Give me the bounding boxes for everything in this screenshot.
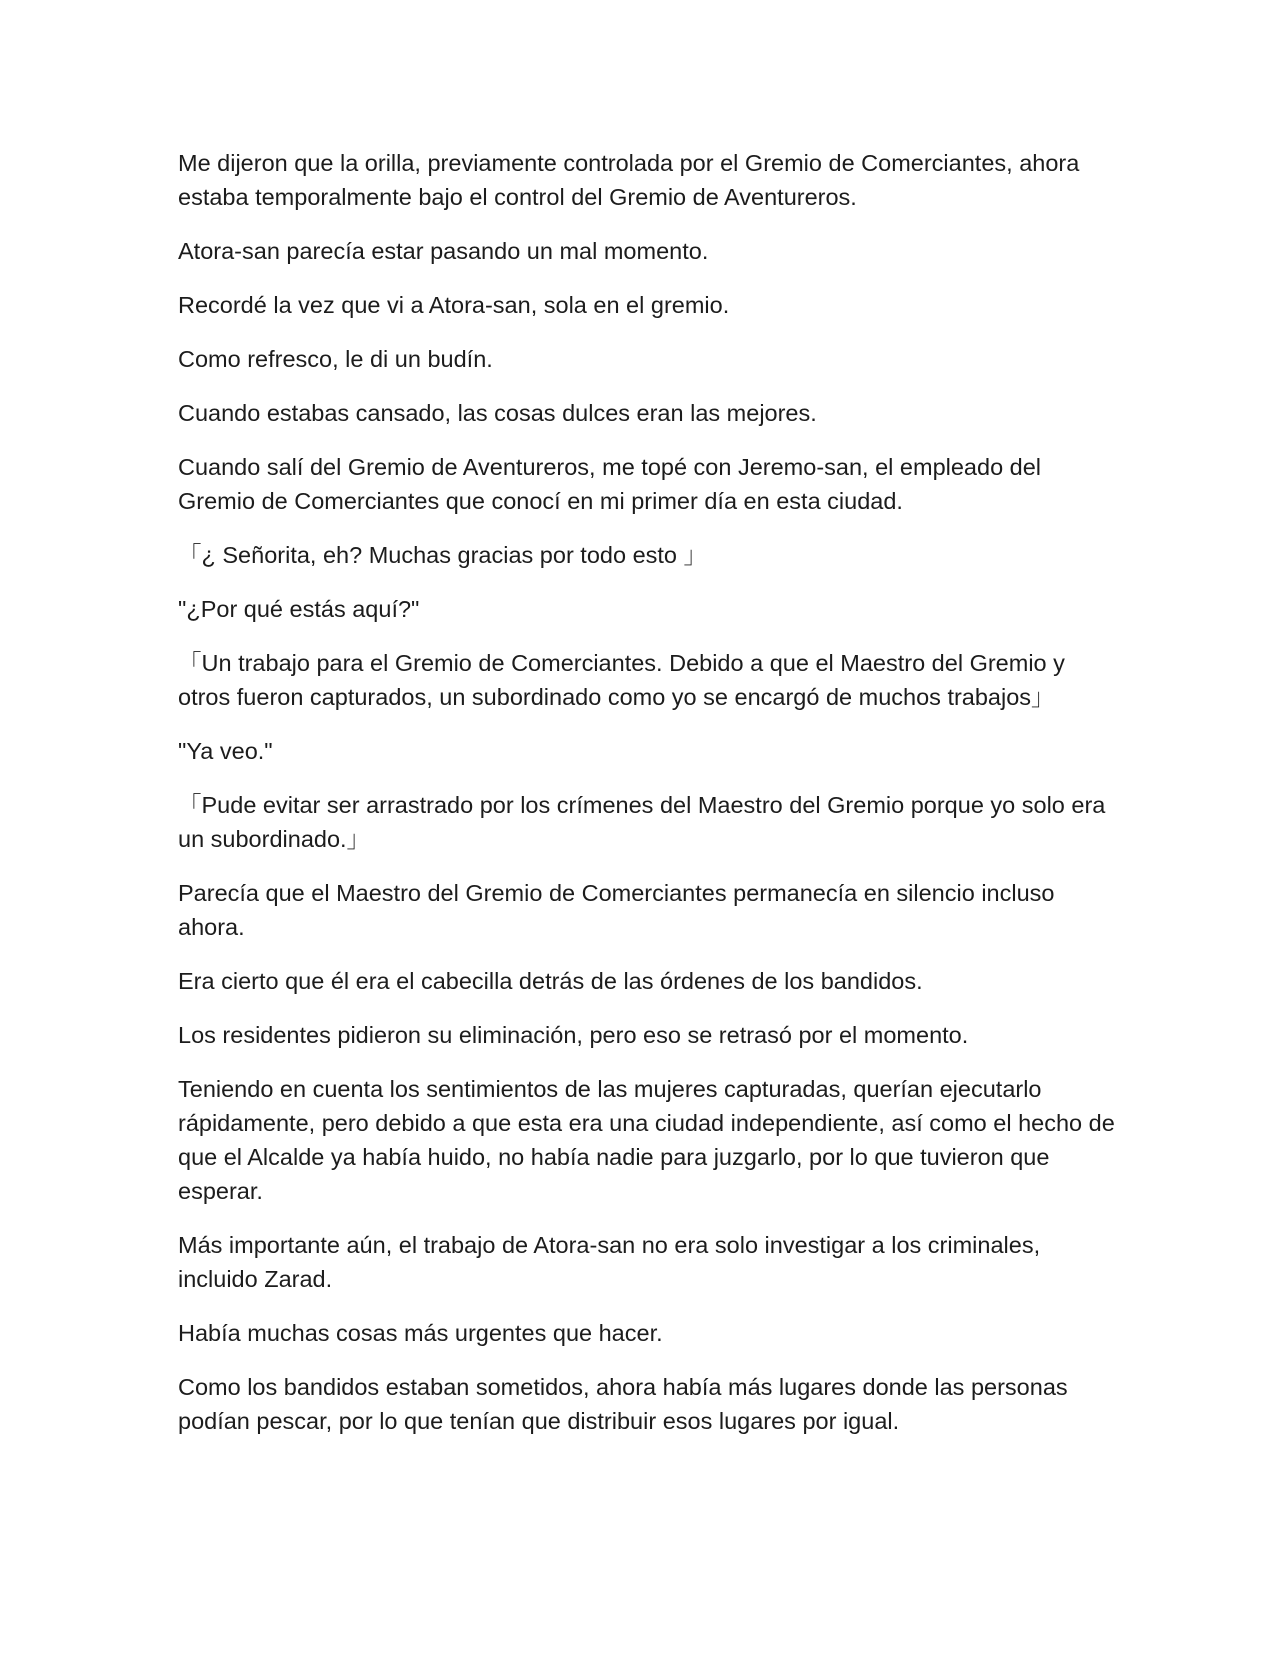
paragraph: Recordé la vez que vi a Atora-san, sola en el gremio. — [178, 292, 730, 318]
dialogue-line: 「Un trabajo para el Gremio de Comerciantes. Debido a que el Maestro del Gremio y otros fueron capturados, un subordinado como yo se encargó de muchos trabajos」 — [178, 650, 1065, 710]
dialogue-line: "¿Por qué estás aquí?" — [178, 596, 420, 622]
paragraph: Más importante aún, el trabajo de Atora-san no era solo investigar a los criminales, incluido Zarad. — [178, 1232, 1041, 1292]
paragraph: Era cierto que él era el cabecilla detrás de las órdenes de los bandidos. — [178, 968, 923, 994]
paragraph: Como refresco, le di un budín. — [178, 346, 493, 372]
dialogue-line: "Ya veo." — [178, 738, 273, 764]
paragraph: Teniendo en cuenta los sentimientos de las mujeres capturadas, querían ejecutarlo rápidamente, pero debido a que esta era una ciudad independiente, así como el hecho de que el Alcalde ya había huido, no había nadie para juzgarlo, por lo que tuvieron que esperar. — [178, 1076, 1115, 1204]
paragraph: Cuando salí del Gremio de Aventureros, me topé con Jeremo-san, el empleado del Gremio de Comerciantes que conocí en mi primer día en esta ciudad. — [178, 454, 1042, 514]
paragraph: Como los bandidos estaban sometidos, ahora había más lugares donde las personas podían pescar, por lo que tenían que distribuir esos lugares por igual. — [178, 1374, 1068, 1434]
dialogue-line: 「¿ Señorita, eh? Muchas gracias por todo esto 」 — [178, 542, 708, 568]
paragraph: Me dijeron que la orilla, previamente controlada por el Gremio de Comerciantes, ahora estaba temporalmente bajo el control del Gremio de Aventureros. — [178, 150, 1080, 210]
paragraph: Había muchas cosas más urgentes que hacer. — [178, 1320, 663, 1346]
dialogue-line: 「Pude evitar ser arrastrado por los crímenes del Maestro del Gremio porque yo solo era un subordinado.」 — [178, 792, 1106, 852]
paragraph: Atora-san parecía estar pasando un mal momento. — [178, 238, 709, 264]
paragraph: Parecía que el Maestro del Gremio de Comerciantes permanecía en silencio incluso ahora. — [178, 880, 1055, 940]
paragraph: Los residentes pidieron su eliminación, pero eso se retrasó por el momento. — [178, 1022, 969, 1048]
document-body — [178, 146, 1118, 1458]
paragraph: Cuando estabas cansado, las cosas dulces eran las mejores. — [178, 400, 817, 426]
